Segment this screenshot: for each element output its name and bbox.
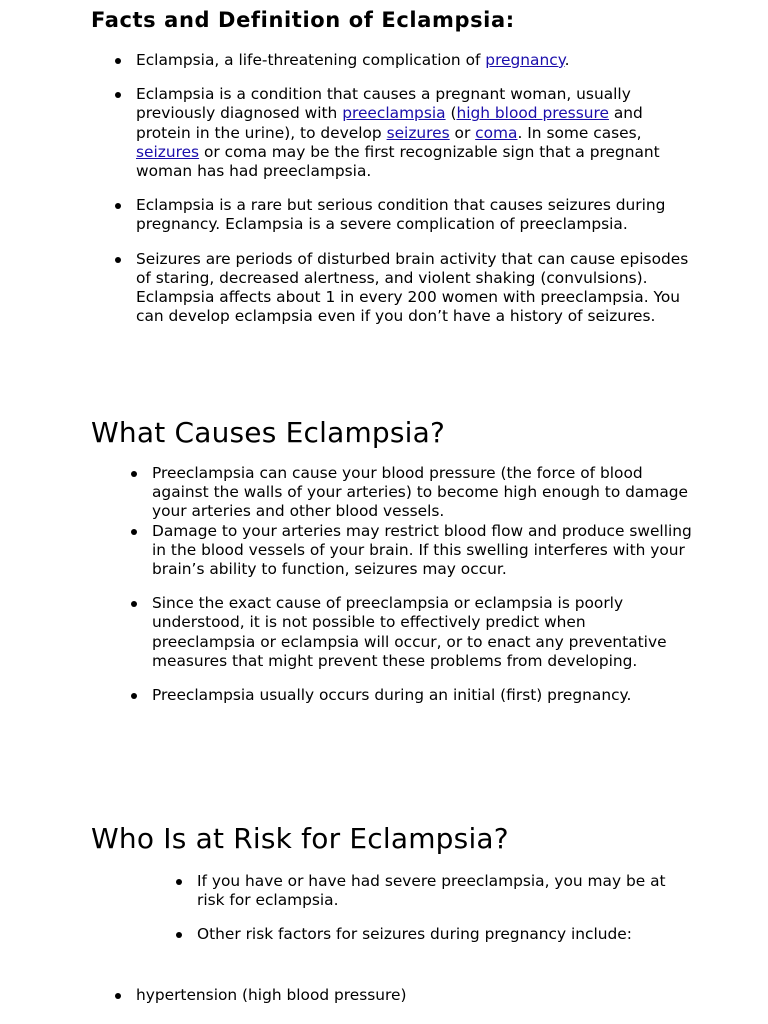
list-item: Eclampsia is a rare but serious condition that causes seizures during pregnancy. Eclampsia is a severe complication of preeclampsia. — [136, 196, 696, 234]
bullet-icon — [131, 529, 137, 535]
list-item: Preeclampsia can cause your blood pressure (the force of blood against the walls of your arteries) to become high enough to damage your arteries and other blood vessels. — [152, 464, 692, 522]
bullet-icon — [115, 993, 121, 999]
causes-heading: What Causes Eclampsia? — [91, 416, 446, 449]
link-seizures-2[interactable]: seizures — [136, 142, 200, 161]
bullet-icon — [176, 879, 182, 885]
link-preeclampsia[interactable]: preeclampsia — [342, 104, 446, 123]
facts-heading: Facts and Definition of Eclampsia: — [91, 8, 515, 32]
risk-heading: Who Is at Risk for Eclampsia? — [91, 822, 509, 855]
bullet-icon — [115, 58, 121, 64]
bullet-icon — [176, 932, 182, 938]
link-coma[interactable]: coma — [475, 123, 518, 142]
list-item: Damage to your arteries may restrict blood flow and produce swelling in the blood vessels of your brain. If this swelling interferes with your brain’s ability to function, seizures may occur. — [152, 522, 692, 580]
bullet-icon — [115, 92, 121, 98]
bullet-icon — [131, 601, 137, 607]
list-item: Other risk factors for seizures during pregnancy include: — [197, 925, 667, 944]
list-item: If you have or have had severe preeclampsia, you may be at risk for eclampsia. — [197, 872, 667, 910]
list-item: Eclampsia is a condition that causes a pregnant woman, usually previously diagnosed with preeclampsia (high blood pressure and protein in the urine), to develop seizures or coma. In some cases, seizures or coma may be the first recognizable sign that a pregnant woman has had preeclampsia. — [136, 85, 696, 181]
bullet-icon — [131, 471, 137, 477]
list-item: hypertension (high blood pressure) — [136, 986, 696, 1005]
risk-list — [197, 872, 667, 945]
risk-factors-list — [136, 986, 696, 1005]
link-high-blood-pressure[interactable]: high blood pressure — [456, 104, 609, 123]
bullet-icon — [115, 257, 121, 263]
link-pregnancy[interactable]: pregnancy — [485, 51, 565, 69]
bullet-icon — [131, 693, 137, 699]
list-item: Preeclampsia usually occurs during an initial (first) pregnancy. — [152, 686, 692, 705]
causes-list — [152, 464, 692, 705]
facts-list — [136, 51, 696, 326]
list-item: Since the exact cause of preeclampsia or eclampsia is poorly understood, it is not possible to effectively predict when preeclampsia or eclampsia will occur, or to enact any preventative measures that might prevent these problems from developing. — [152, 594, 692, 671]
link-seizures[interactable]: seizures — [386, 123, 450, 142]
list-item: Seizures are periods of disturbed brain activity that can cause episodes of staring, decreased alertness, and violent shaking (convulsions). Eclampsia affects about 1 in every 200 women with preeclampsia. You can develop eclampsia even if you don’t have a history of seizures. — [136, 250, 696, 327]
bullet-icon — [115, 203, 121, 209]
list-item: Eclampsia, a life-threatening complication of pregnancy. — [136, 51, 696, 70]
